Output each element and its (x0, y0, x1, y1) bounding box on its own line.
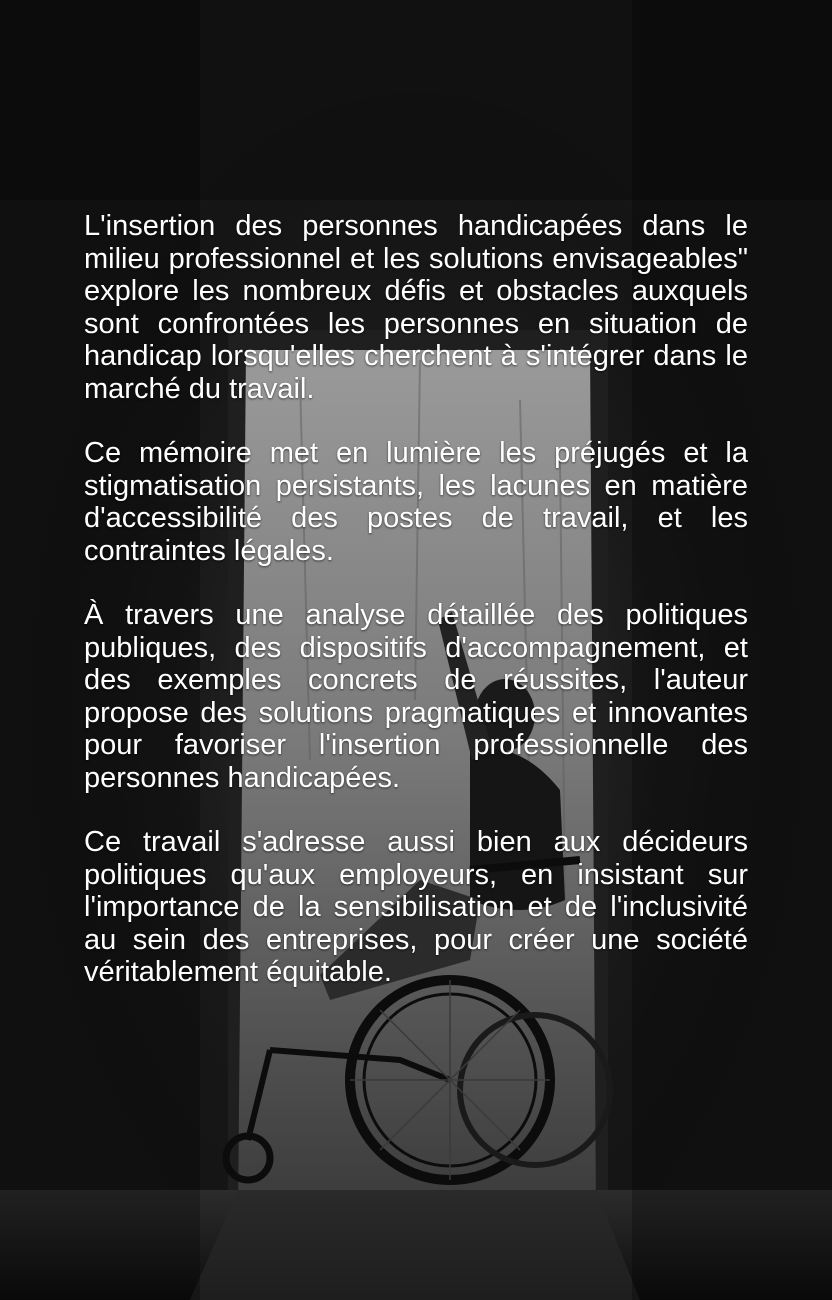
synopsis-text (84, 210, 748, 1021)
synopsis-paragraph-1: L'insertion des personnes handicapées dans le milieu professionnel et les solutions envisageables" explore les nombreux défis et obstacles auxquels sont confrontées les personnes en situation de handicap lorsqu'elles cherchent à s'intégrer dans le marché du travail. (84, 210, 748, 405)
synopsis-paragraph-4: Ce travail s'adresse aussi bien aux décideurs politiques qu'aux employeurs, en insistant sur l'importance de la sensibilisation et de l'inclusivité au sein des entreprises, pour créer une société véritablement équitable. (84, 826, 748, 988)
synopsis-paragraph-3: À travers une analyse détaillée des politiques publiques, des dispositifs d'accompagnement, et des exemples concrets de réussites, l'auteur propose des solutions pragmatiques et innovantes pour favoriser l'insertion professionnelle des personnes handicapées. (84, 599, 748, 794)
synopsis-paragraph-2: Ce mémoire met en lumière les préjugés et la stigmatisation persistants, les lacunes en matière d'accessibilité des postes de travail, et les contraintes légales. (84, 437, 748, 567)
